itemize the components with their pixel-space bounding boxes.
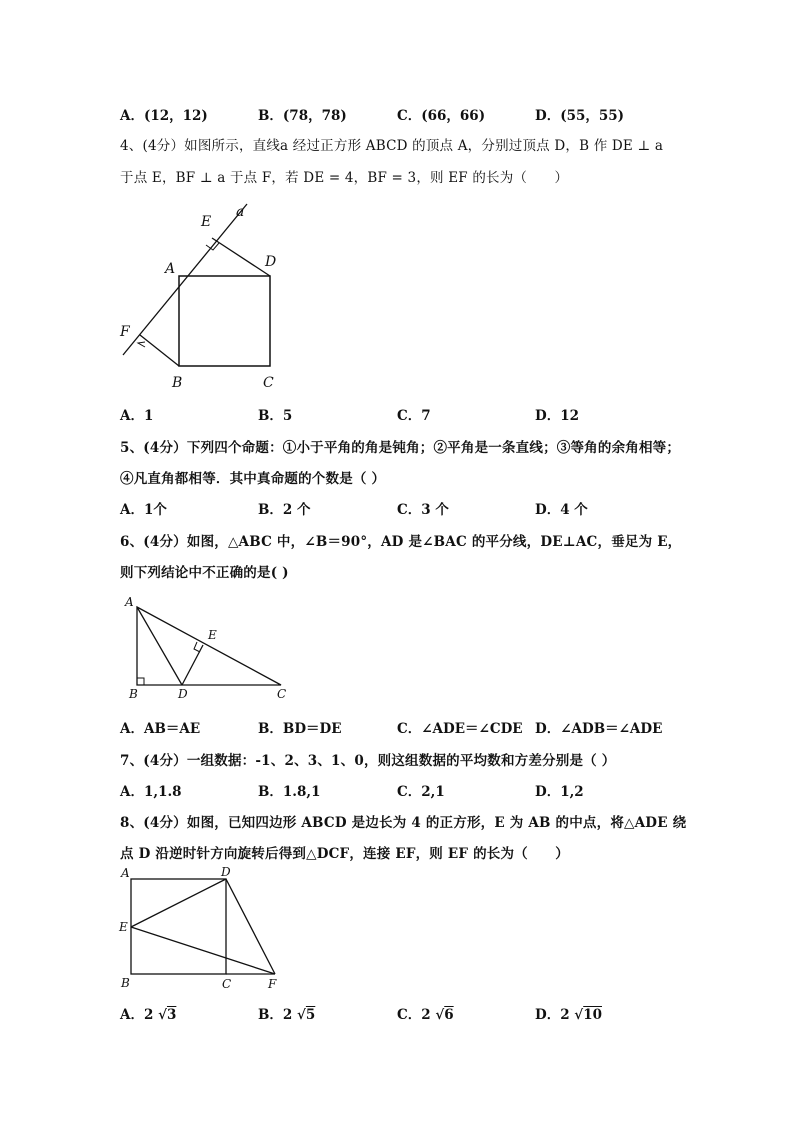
q8-square-abcd [131,879,226,974]
q5-option-a: A．1个 [120,502,167,518]
q8-label-a: A [121,866,130,880]
q8-label-c: C [222,977,232,991]
q6-triangle-abc [137,607,281,685]
q5-text-line1: 5、(4分）下列四个命题：①小于平角的角是钝角；②平角是一条直线；③等角的余角相等； [120,440,681,456]
q6-label-d: D [178,687,188,701]
q4-option-a: A．1 [120,408,154,424]
q4-line-a [123,204,247,355]
q8-option-a: A．2 √3 [120,1007,177,1023]
q8-option-c: C．2 √6 [397,1007,454,1023]
q8-option-d-prefix: D．2 [535,1007,570,1023]
q6-option-a: A．AB＝AE [120,721,201,737]
q4-segment-bf [140,335,179,366]
q8-option-b-radicand: 5 [305,1007,316,1023]
q6-option-b: B．BD＝DE [258,721,342,737]
q6-option-c: C．∠ADE＝∠CDE [397,721,523,737]
q4-figure [115,198,295,393]
q5-option-d: D．4 个 [535,502,588,518]
q8-figure [115,862,295,994]
q8-label-b: B [121,976,130,990]
q7-text-line1: 7、(4分）一组数据：-1、2、3、1、0，则这组数据的平均数和方差分别是（ ） [120,753,616,769]
q4-label-d: D [265,254,277,270]
q4-segment-de [212,238,270,276]
q8-label-e: E [119,920,128,934]
q4-option-d: D．12 [535,408,579,424]
q4-label-e: E [201,214,212,230]
q4-text-line2: 于点 E，BF ⊥ a 于点 F，若 DE = 4，BF = 3，则 EF 的长为（ ） [120,170,569,186]
q5-option-c: C．3 个 [397,502,449,518]
q4-option-b: B．5 [258,408,293,424]
q6-text-line1: 6、(4分）如图，△ABC 中，∠B＝90°，AD 是∠BAC 的平分线，DE⊥AC，垂足为 E， [120,534,682,550]
q8-option-a-radicand: 3 [166,1007,177,1023]
q4-label-a: A [165,261,176,277]
q4-square [179,276,270,366]
q7-option-c: C．2,1 [397,784,445,800]
q4-label-c: C [263,375,274,391]
q6-segment-de [182,645,203,685]
q6-text-line2: 则下列结论中不正确的是( ) [120,565,289,581]
q8-option-d: D．2 √10 [535,1007,602,1023]
q8-option-d-radicand: 10 [583,1007,602,1023]
q8-option-b-prefix: B．2 [258,1007,293,1023]
q7-option-b: B．1.8,1 [258,784,321,800]
q8-text-line2: 点 D 沿逆时针方向旋转后得到△DCF，连接 EF，则 EF 的长为（ ） [120,846,569,862]
q5-option-b: B．2 个 [258,502,311,518]
q4-option-c: C．7 [397,408,431,424]
q6-figure [120,592,300,704]
q8-segment-de [131,879,226,927]
q6-option-d: D．∠ADB＝∠ADE [535,721,663,737]
q6-label-a: A [125,595,134,609]
q5-text-line2: ④凡直角都相等．其中真命题的个数是（ ） [120,471,386,487]
q8-label-f: F [268,977,277,991]
q4-label-b: B [172,375,183,391]
q6-right-angle-e [194,642,200,652]
q7-option-d: D．1,2 [535,784,584,800]
q3-option-a: A．(12，12) [120,108,208,124]
q6-label-c: C [277,687,287,701]
q8-option-c-prefix: C．2 [397,1007,431,1023]
q3-option-c: C．(66，66) [397,108,486,124]
q8-option-b: B．2 √5 [258,1007,316,1023]
q4-label-a-line: a [236,204,245,220]
q4-label-f: F [120,324,130,340]
q6-label-e: E [208,628,217,642]
q3-option-b: B．(78，78) [258,108,347,124]
q4-text-line1: 4、(4分）如图所示，直线a 经过正方形 ABCD 的顶点 A，分别过顶点 D，B 作 DE ⊥ a [120,138,664,154]
q7-option-a: A．1,1.8 [120,784,182,800]
q8-text-line1: 8、(4分）如图，已知四边形 ABCD 是边长为 4 的正方形，E 为 AB 的中点，将△ADE 绕 [120,815,687,831]
q8-segment-ef [131,927,275,974]
q6-label-b: B [129,687,138,701]
q4-right-angle-f [138,342,145,347]
q8-label-d: D [221,865,231,879]
q8-option-a-prefix: A．2 [120,1007,154,1023]
q3-option-d: D．(55，55) [535,108,625,124]
q6-right-angle-b [137,678,144,685]
q8-option-c-radicand: 6 [444,1007,454,1023]
